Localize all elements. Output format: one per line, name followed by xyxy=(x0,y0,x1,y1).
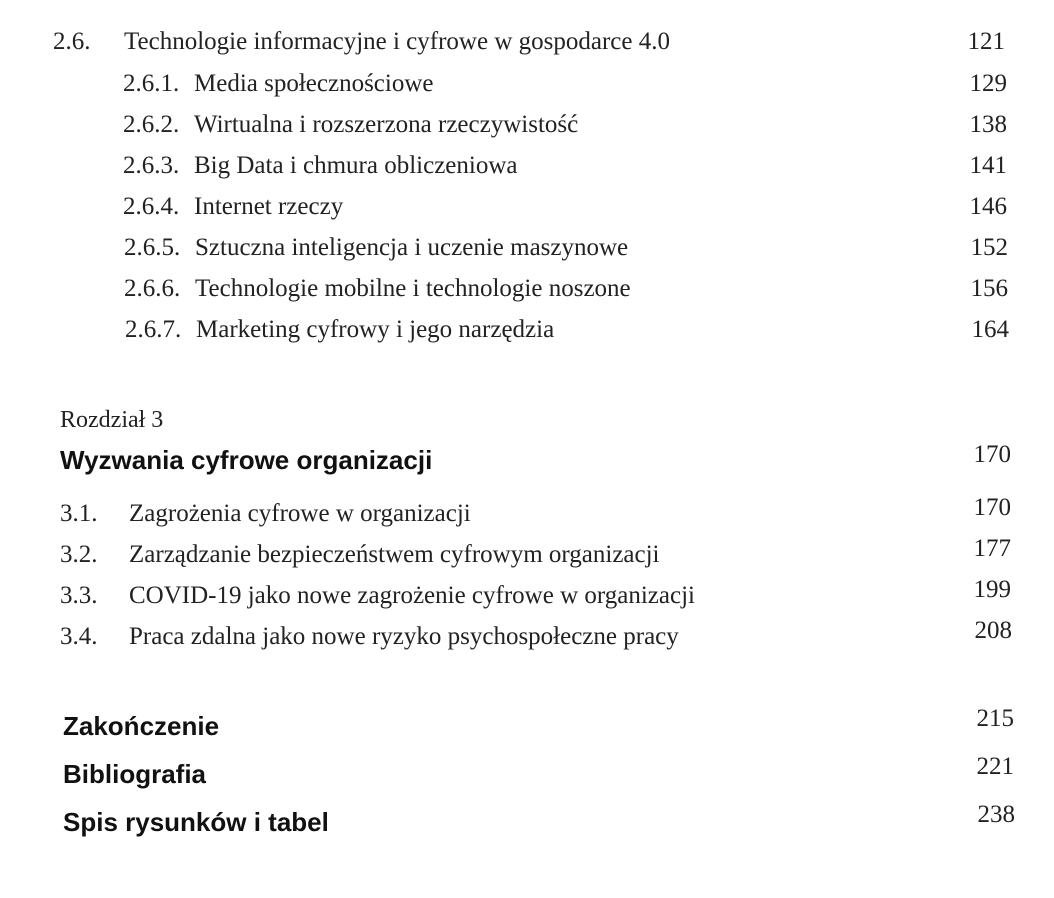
end-matter-title: Zakończenie xyxy=(63,711,220,741)
page-number: 221 xyxy=(976,753,1014,780)
page-number: 170 xyxy=(973,441,1011,468)
page-number: 156 xyxy=(970,275,1008,302)
subsection-number: 2.6.1. xyxy=(123,70,180,97)
page-number: 164 xyxy=(971,316,1009,343)
section-number: 3.1. xyxy=(60,500,98,527)
section-number: 2.6. xyxy=(53,28,91,55)
subsection-number: 2.6.4. xyxy=(123,193,180,220)
chapter-heading-3 xyxy=(0,441,1054,481)
end-matter-title: Bibliografia xyxy=(63,759,207,789)
subsection-title: Sztuczna inteligencja i uczenie maszynowe xyxy=(195,234,629,261)
section-number: 3.2. xyxy=(60,541,98,568)
page-number: 170 xyxy=(973,494,1011,521)
page-number: 146 xyxy=(969,193,1007,220)
page-number: 129 xyxy=(969,70,1007,97)
section-title: COVID-19 jako nowe zagrożenie cyfrowe w organizacji xyxy=(129,582,695,609)
page-number: 208 xyxy=(974,617,1012,644)
section-title: Technologie informacyjne i cyfrowe w gospodarce 4.0 xyxy=(124,28,670,55)
subsection-title: Big Data i chmura obliczeniowa xyxy=(194,152,518,179)
toc-entry-2-6-3 xyxy=(0,152,1054,188)
subsection-title: Media społecznościowe xyxy=(194,70,434,97)
subsection-title: Wirtualna i rozszerzona rzeczywistość xyxy=(194,111,579,138)
page-number: 199 xyxy=(973,576,1011,603)
toc-entry-bibliografia xyxy=(0,753,1054,795)
chapter-title: Wyzwania cyfrowe organizacji xyxy=(60,445,433,475)
subsection-number: 2.6.7. xyxy=(125,316,182,343)
page-number: 215 xyxy=(976,705,1014,732)
subsection-number: 2.6.2. xyxy=(123,111,180,138)
toc-entry-3-4 xyxy=(0,617,1054,659)
subsection-number: 2.6.3. xyxy=(123,152,180,179)
toc-entry-2-6-2 xyxy=(0,111,1054,147)
section-title: Zagrożenia cyfrowe w organizacji xyxy=(129,500,471,527)
toc-entry-2-6-6 xyxy=(0,275,1054,311)
page-number: 121 xyxy=(967,28,1005,55)
subsection-number: 2.6.6. xyxy=(124,275,181,302)
end-matter-title: Spis rysunków i tabel xyxy=(63,807,329,837)
page-number: 138 xyxy=(969,111,1007,138)
subsection-title: Internet rzeczy xyxy=(194,193,344,220)
toc-entry-2-6 xyxy=(0,28,1054,64)
section-number: 3.3. xyxy=(60,582,98,609)
toc-entry-2-6-1 xyxy=(0,70,1054,106)
subsection-title: Marketing cyfrowy i jego narzędzia xyxy=(196,316,555,343)
page-number: 141 xyxy=(969,152,1007,179)
page-number: 238 xyxy=(977,801,1015,828)
toc-entry-2-6-5 xyxy=(0,234,1054,270)
subsection-title: Technologie mobilne i technologie noszone xyxy=(195,275,631,302)
toc-entry-2-6-4 xyxy=(0,193,1054,229)
section-title: Praca zdalna jako nowe ryzyko psychospołeczne pracy xyxy=(129,623,679,650)
toc-entry-spis-rysunkow xyxy=(0,801,1054,843)
section-number: 3.4. xyxy=(60,623,98,650)
toc-entry-zakonczenie xyxy=(0,705,1054,747)
chapter-label: Rozdział 3 xyxy=(60,407,164,433)
toc-entry-3-2 xyxy=(0,535,1054,577)
toc-entry-3-3 xyxy=(0,576,1054,618)
section-title: Zarządzanie bezpieczeństwem cyfrowym organizacji xyxy=(129,541,660,568)
toc-entry-3-1 xyxy=(0,494,1054,536)
subsection-number: 2.6.5. xyxy=(124,234,181,261)
page-number: 152 xyxy=(970,234,1008,261)
page-number: 177 xyxy=(973,535,1011,562)
toc-entry-2-6-7 xyxy=(0,316,1054,352)
